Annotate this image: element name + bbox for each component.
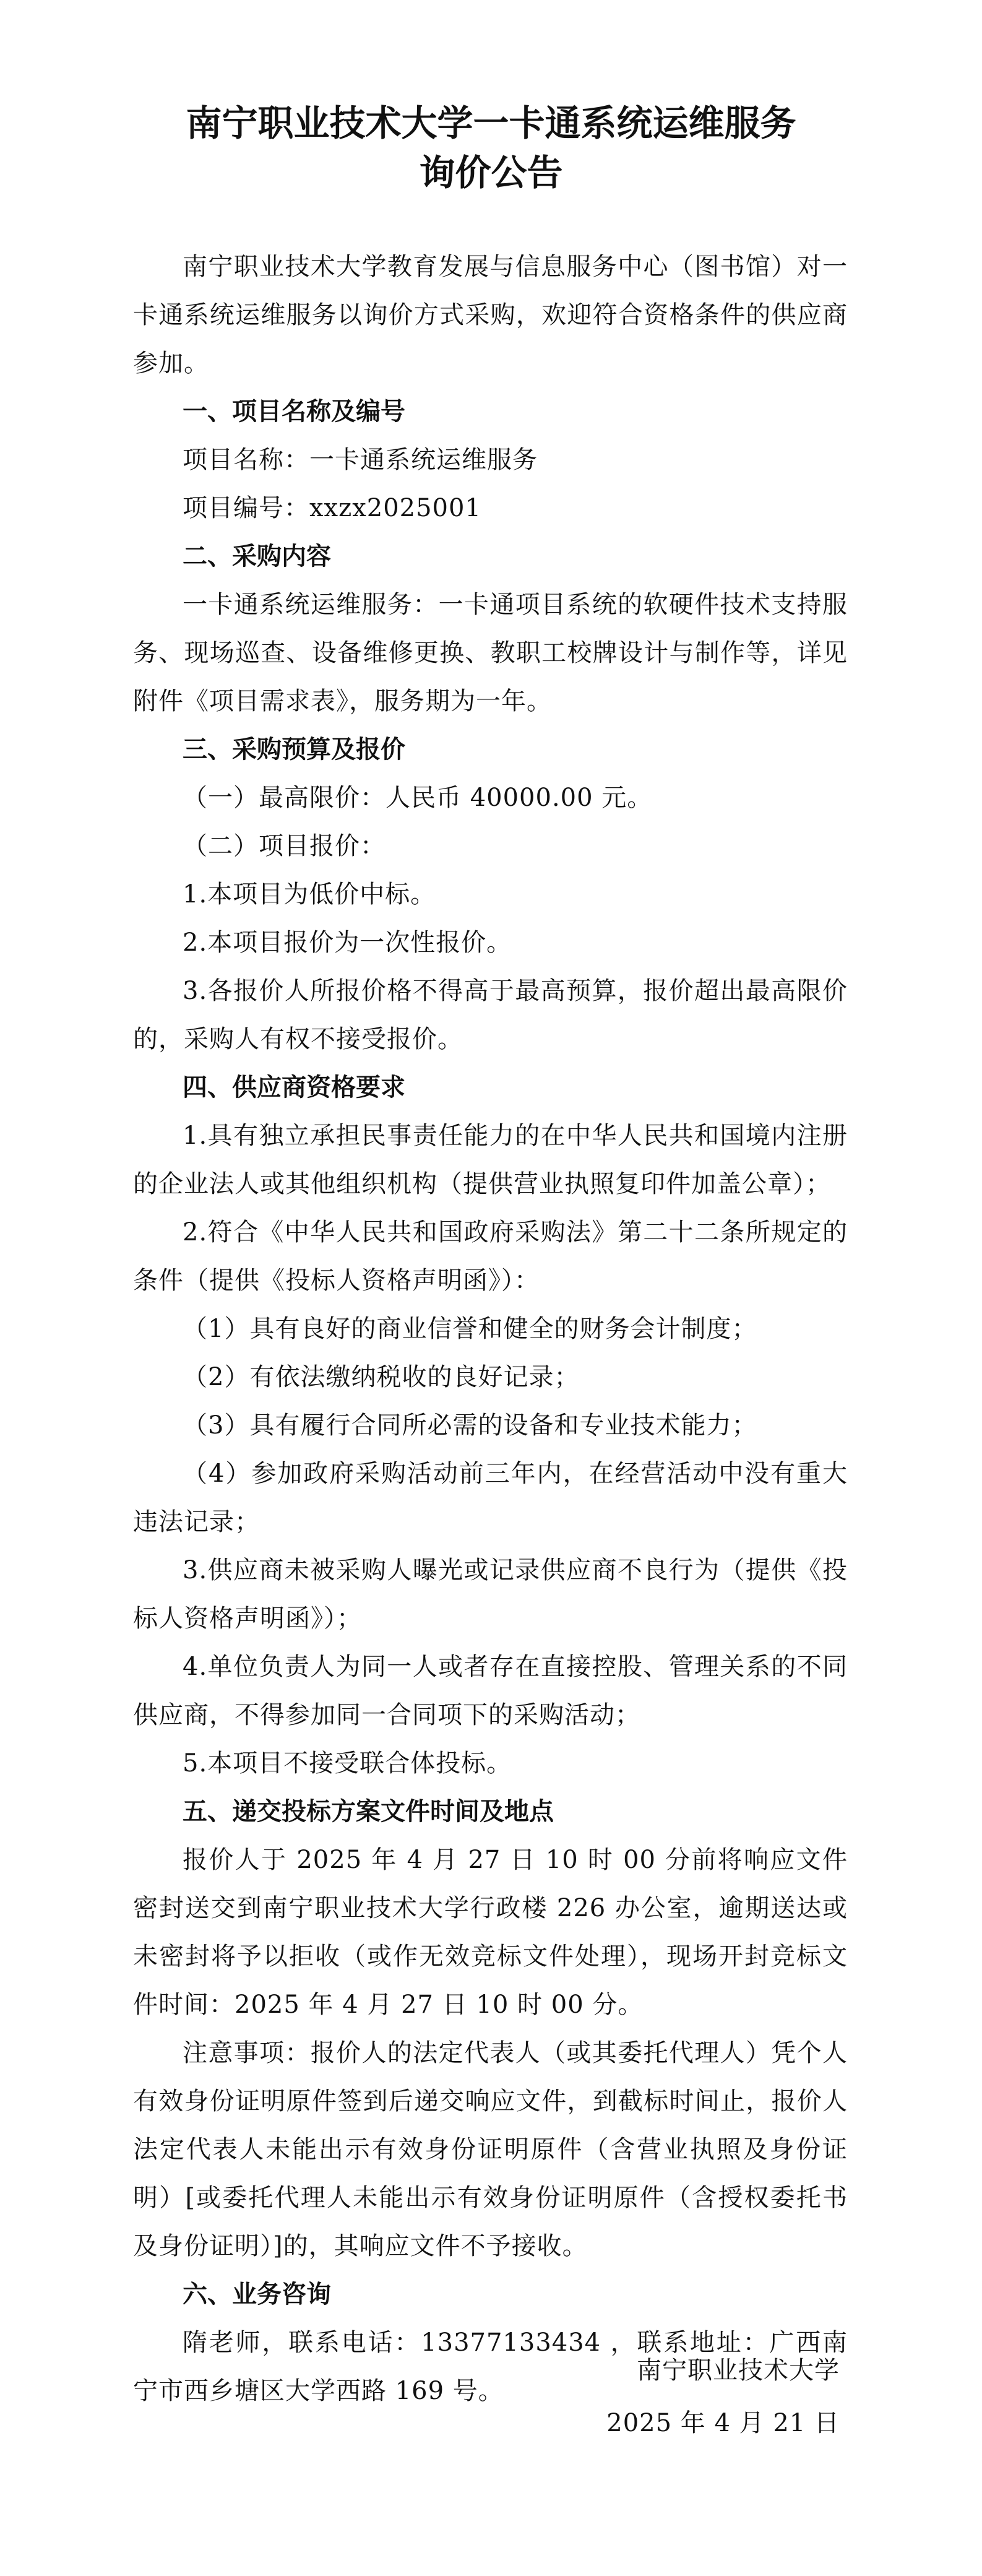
- section-heading: 六、业务咨询: [183, 2280, 331, 2309]
- paragraph: （二）项目报价：: [183, 832, 385, 860]
- paragraph: 报价人于 2025 年 4 月 27 日 10 时 00 分前将响应文件密封送交到南宁职业技术大学行政楼 226 办公室，逾期送达或未密封将予以拒收（或作无效竞标文件处理），现场开封竞标文件时间：2025 年 4 月 27 日 10 时 00 分。: [133, 1846, 848, 2019]
- notice-body: [133, 243, 848, 2415]
- section-heading: 二、采购内容: [183, 542, 331, 571]
- paragraph: 1.本项目为低价中标。: [183, 880, 436, 909]
- paragraph: 1.具有独立承担民事责任能力的在中华人民共和国境内注册的企业法人或其他组织机构（提供营业执照复印件加盖公章）；: [133, 1122, 848, 1198]
- section-1: [133, 387, 848, 532]
- paragraph: 隋老师，联系电话：13377133434 ，联系地址：广西南宁市西乡塘区大学西路 169 号。: [133, 2328, 848, 2405]
- paragraph: 4.单位负责人为同一人或者存在直接控股、管理关系的不同供应商，不得参加同一合同项下的采购活动；: [133, 1653, 848, 1729]
- paragraph: （一）最高限价：人民币 40000.00 元。: [183, 784, 653, 812]
- title-line-2: 询价公告: [419, 152, 563, 194]
- paragraph: （2）有依法缴纳税收的良好记录；: [183, 1363, 580, 1391]
- paragraph: 项目名称：一卡通系统运维服务: [183, 446, 538, 474]
- signature-org: 南宁职业技术大学: [637, 2356, 840, 2385]
- paragraph: 3.各报价人所报价格不得高于最高预算，报价超出最高限价的，采购人有权不接受报价。: [133, 977, 848, 1053]
- title-line-1: 南宁职业技术大学一卡通系统运维服务: [186, 102, 796, 144]
- paragraph: 5.本项目不接受联合体投标。: [183, 1749, 512, 1778]
- paragraph: 2.符合《中华人民共和国政府采购法》第二十二条所规定的条件（提供《投标人资格声明函》）：: [133, 1218, 848, 1295]
- paragraph: 一卡通系统运维服务：一卡通项目系统的软硬件技术支持服务、现场巡查、设备维修更换、教职工校牌设计与制作等，详见附件《项目需求表》，服务期为一年。: [133, 590, 848, 715]
- paragraph: 2.本项目报价为一次性报价。: [183, 928, 512, 957]
- section-heading: 一、项目名称及编号: [183, 397, 405, 426]
- paragraph: （4）参加政府采购活动前三年内，在经营活动中没有重大违法记录；: [133, 1459, 848, 1536]
- intro-paragraph: 南宁职业技术大学教育发展与信息服务中心（图书馆）对一卡通系统运维服务以询价方式采购，欢迎符合资格条件的供应商参加。: [133, 253, 848, 378]
- paragraph: （1）具有良好的商业信誉和健全的财务会计制度；: [183, 1315, 757, 1343]
- signature-date: 2025 年 4 月 21 日: [606, 2409, 840, 2437]
- paragraph: 注意事项：报价人的法定代表人（或其委托代理人）凭个人有效身份证明原件签到后递交响应文件，到截标时间止，报价人法定代表人未能出示有效身份证明原件（含营业执照及身份证明）[或委托代理人未能出示有效身份证明原件（含授权委托书及身份证明）]的，其响应文件不予接收。: [133, 2039, 848, 2260]
- paragraph: 3.供应商未被采购人曝光或记录供应商不良行为（提供《投标人资格声明函》）；: [133, 1556, 848, 1633]
- section-heading: 五、递交投标方案文件时间及地点: [183, 1797, 554, 1826]
- paragraph: 项目编号：xxzx2025001: [183, 494, 481, 522]
- section-5: [133, 1787, 848, 2270]
- section-3: [133, 725, 848, 1063]
- section-2: [133, 532, 848, 725]
- section-heading: 四、供应商资格要求: [183, 1073, 405, 1102]
- paragraph: （3）具有履行合同所必需的设备和专业技术能力；: [183, 1411, 757, 1440]
- section-6: [133, 2270, 848, 2415]
- section-heading: 三、采购预算及报价: [183, 735, 405, 764]
- section-4: [133, 1063, 848, 1787]
